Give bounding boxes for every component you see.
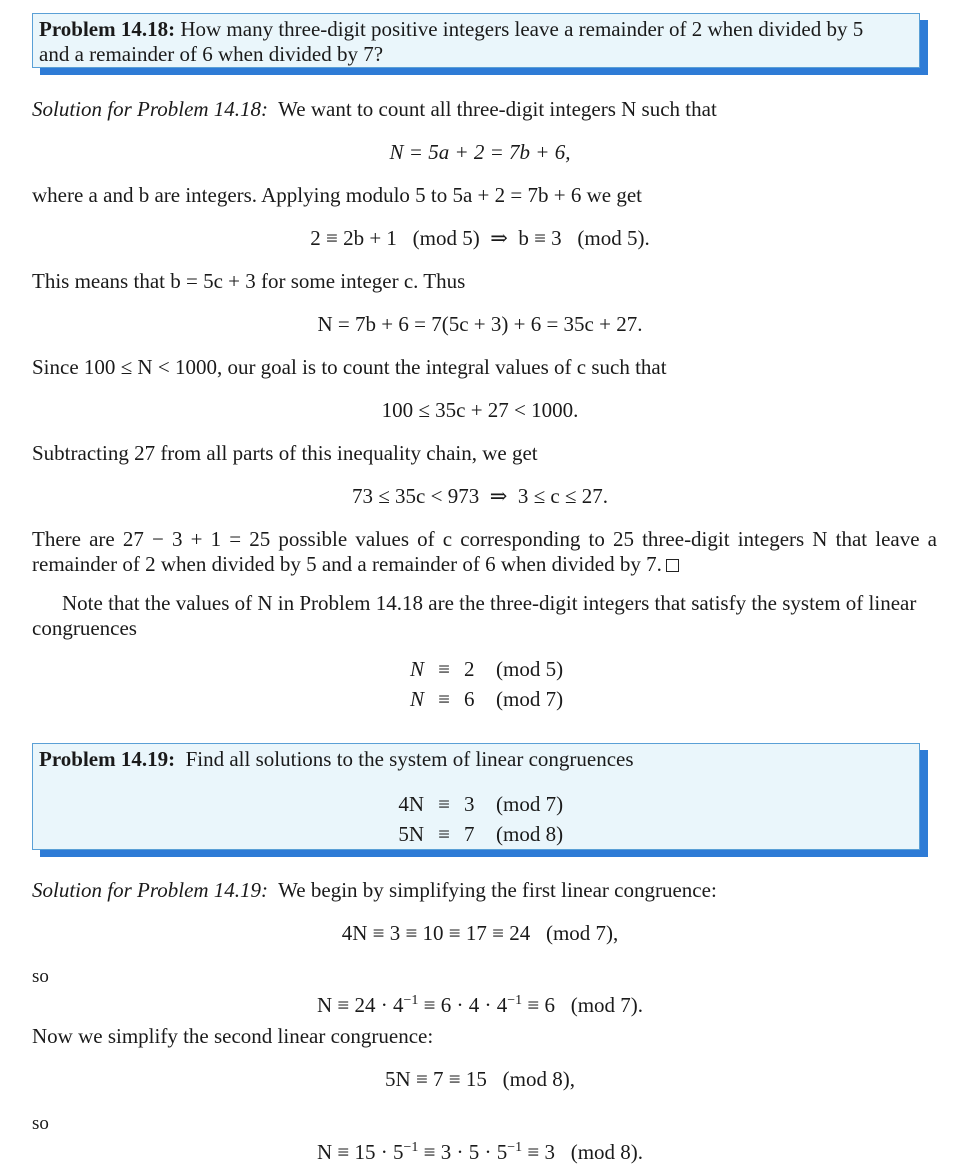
equation-n-mod8 [0,1135,960,1165]
problem-14-18-line1 [39,17,919,42]
equation-n-mod7 [0,988,960,1018]
system-row [0,687,960,717]
exponent: −1 [403,1140,419,1155]
problem-text: Find all solutions to the system of linear congruences [185,747,634,771]
equation-mod5: 2 ≡ 2b + 1 (mod 5) ⇒ b ≡ 3 (mod 5). [310,226,650,250]
eq-part: ≡ 3 (mod 8). [522,1140,644,1164]
conclusion-line1: There are 27 − 3 + 1 = 25 possible values of c corresponding to 25 three-digit integers N that leave a [32,527,937,551]
rhs: 2 [464,657,475,681]
eq-part: ≡ 6 (mod 7). [522,993,644,1017]
solution-text: We begin by simplifying the first linear congruence: [278,878,717,902]
conclusion-line2-text: remainder of 2 when divided by 5 and a remainder of 6 when divided by 7. [32,552,662,576]
relation: ≡ [438,687,450,711]
equation-n-35c: N = 7b + 6 = 7(5c + 3) + 6 = 35c + 27. [317,312,643,336]
qed-square-icon [666,559,679,572]
problem-14-18-line2: and a remainder of 6 when divided by 7? [39,42,384,66]
exponent: −1 [507,993,523,1008]
system-row [0,822,960,852]
solution-label: Solution for Problem 14.18: [32,97,269,121]
congruence-system-note [0,657,960,717]
lhs: N [409,687,424,711]
eq-part: N ≡ 24 · 4 [316,993,404,1017]
equation-4n: 4N ≡ 3 ≡ 10 ≡ 17 ≡ 24 (mod 7), [341,921,619,945]
conclusion-line2 [32,552,937,577]
problem-label: Problem 14.19: [39,747,176,771]
note-line2: congruences [32,616,137,640]
relation: ≡ [438,792,450,816]
modulus: (mod 8) [496,822,564,846]
eq-part: N ≡ 15 · 5 [316,1140,404,1164]
modulus: (mod 7) [496,687,564,711]
equation-c-range: 73 ≤ 35c < 973 ⇒ 3 ≤ c ≤ 27. [352,484,608,508]
solution-14-19-intro [32,878,937,903]
system-row [0,792,960,822]
rhs: 3 [464,792,475,816]
solution-text: We want to count all three-digit integers N such that [278,97,717,121]
system-row [0,657,960,687]
solution-14-18-line2: where a and b are integers. Applying modulo 5 to 5a + 2 = 7b + 6 we get [32,183,642,207]
lhs [384,792,424,822]
solution-14-18-intro [32,97,937,122]
solution-label: Solution for Problem 14.19: [32,878,269,902]
congruence-system-problem [0,792,960,852]
lhs-text: 4N [398,792,424,816]
modulus: (mod 7) [496,792,564,816]
rhs: 7 [464,822,475,846]
lhs: N [409,657,424,681]
exponent: −1 [403,993,419,1008]
relation: ≡ [438,657,450,681]
problem-label: Problem 14.18: [39,17,176,41]
equation-5n: 5N ≡ 7 ≡ 15 (mod 8), [385,1067,575,1091]
lhs-text: 5N [398,822,424,846]
equation-inequality: 100 ≤ 35c + 27 < 1000. [381,398,579,422]
solution-14-18-line5: Subtracting 27 from all parts of this inequality chain, we get [32,441,538,465]
equation-n-definition: N = 5a + 2 = 7b + 6, [389,140,571,164]
exponent: −1 [507,1140,523,1155]
solution-14-19-line2: Now we simplify the second linear congruence: [32,1024,434,1048]
lhs [384,822,424,852]
so-word-1: so [32,966,49,987]
solution-14-18-conclusion [32,527,937,577]
problem-text: How many three-digit positive integers leave a remainder of 2 when divided by 5 [180,17,864,41]
problem-14-18-box [32,13,920,68]
note-line1: Note that the values of N in Problem 14.18 are the three-digit integers that satisfy the system of linear [62,591,917,615]
so-word-2: so [32,1113,49,1134]
problem-14-19-line1 [39,747,919,772]
eq-part: ≡ 3 · 5 · 5 [418,1140,508,1164]
rhs: 6 [464,687,475,711]
eq-part: ≡ 6 · 4 · 4 [418,993,508,1017]
relation: ≡ [438,822,450,846]
solution-14-18-line3: This means that b = 5c + 3 for some integer c. Thus [32,269,466,293]
solution-14-18-line4: Since 100 ≤ N < 1000, our goal is to count the integral values of c such that [32,355,667,379]
modulus: (mod 5) [496,657,564,681]
